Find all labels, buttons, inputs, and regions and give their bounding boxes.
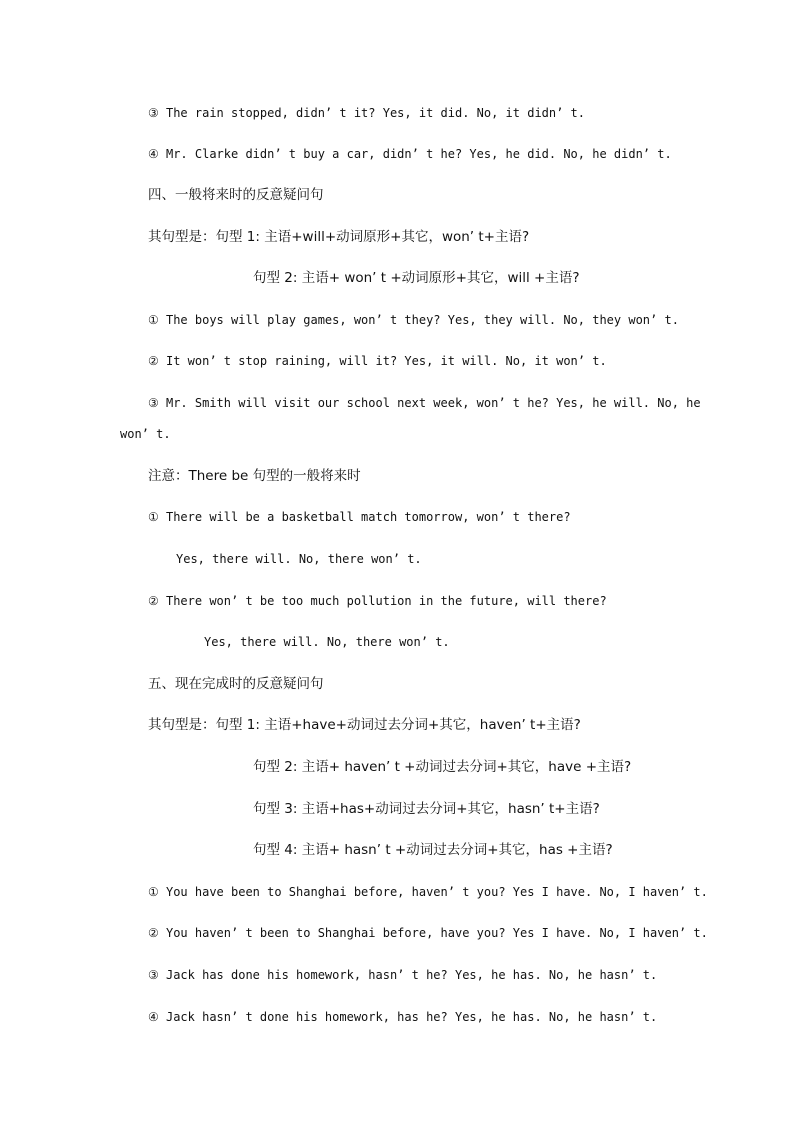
- future-example-3: ③ Mr. Smith will visit our school next week, won’ t he? Yes, he will. No, he: [148, 396, 701, 410]
- perfect-pattern-1: 其句型是：句型 1: 主语+have+动词过去分词+其它，haven’ t+主语?: [148, 717, 581, 733]
- future-example-1: ① The boys will play games, won’ t they? Yes, they will. No, they won’ t.: [148, 313, 679, 327]
- future-pattern-2: 句型 2: 主语+ won’ t +动词原形+其它，will +主语?: [253, 270, 580, 286]
- there-be-answer-2: Yes, there will. No, there won’ t.: [204, 635, 450, 649]
- future-example-3-continued: won’ t.: [120, 427, 171, 441]
- perfect-pattern-3: 句型 3: 主语+has+动词过去分词+其它，hasn’ t+主语?: [253, 801, 600, 817]
- perfect-example-3: ③ Jack has done his homework, hasn’ t he? Yes, he has. No, he hasn’ t.: [148, 968, 658, 982]
- future-pattern-1: 其句型是：句型 1: 主语+will+动词原形+其它，won’ t+主语?: [148, 229, 530, 245]
- section-heading-future: 四、一般将来时的反意疑问句: [148, 187, 324, 203]
- future-example-2: ② It won’ t stop raining, will it? Yes, it will. No, it won’ t.: [148, 354, 607, 368]
- example-3-past: ③ The rain stopped, didn’ t it? Yes, it did. No, it didn’ t.: [148, 106, 586, 120]
- perfect-example-2: ② You haven’ t been to Shanghai before, have you? Yes I have. No, I haven’ t.: [148, 926, 708, 940]
- perfect-pattern-2: 句型 2: 主语+ haven’ t +动词过去分词+其它，have +主语?: [253, 759, 632, 775]
- section-heading-present-perfect: 五、现在完成时的反意疑问句: [148, 676, 324, 692]
- example-4-past: ④ Mr. Clarke didn’ t buy a car, didn’ t he? Yes, he did. No, he didn’ t.: [148, 147, 672, 161]
- there-be-example-2: ② There won’ t be too much pollution in the future, will there?: [148, 594, 607, 608]
- note-there-be: 注意：There be 句型的一般将来时: [148, 468, 361, 484]
- there-be-answer-1: Yes, there will. No, there won’ t.: [176, 552, 422, 566]
- perfect-pattern-4: 句型 4: 主语+ hasn’ t +动词过去分词+其它，has +主语?: [253, 842, 613, 858]
- perfect-example-1: ① You have been to Shanghai before, haven’ t you? Yes I have. No, I haven’ t.: [148, 885, 708, 899]
- perfect-example-4: ④ Jack hasn’ t done his homework, has he? Yes, he has. No, he hasn’ t.: [148, 1010, 658, 1024]
- there-be-example-1: ① There will be a basketball match tomorrow, won’ t there?: [148, 510, 571, 524]
